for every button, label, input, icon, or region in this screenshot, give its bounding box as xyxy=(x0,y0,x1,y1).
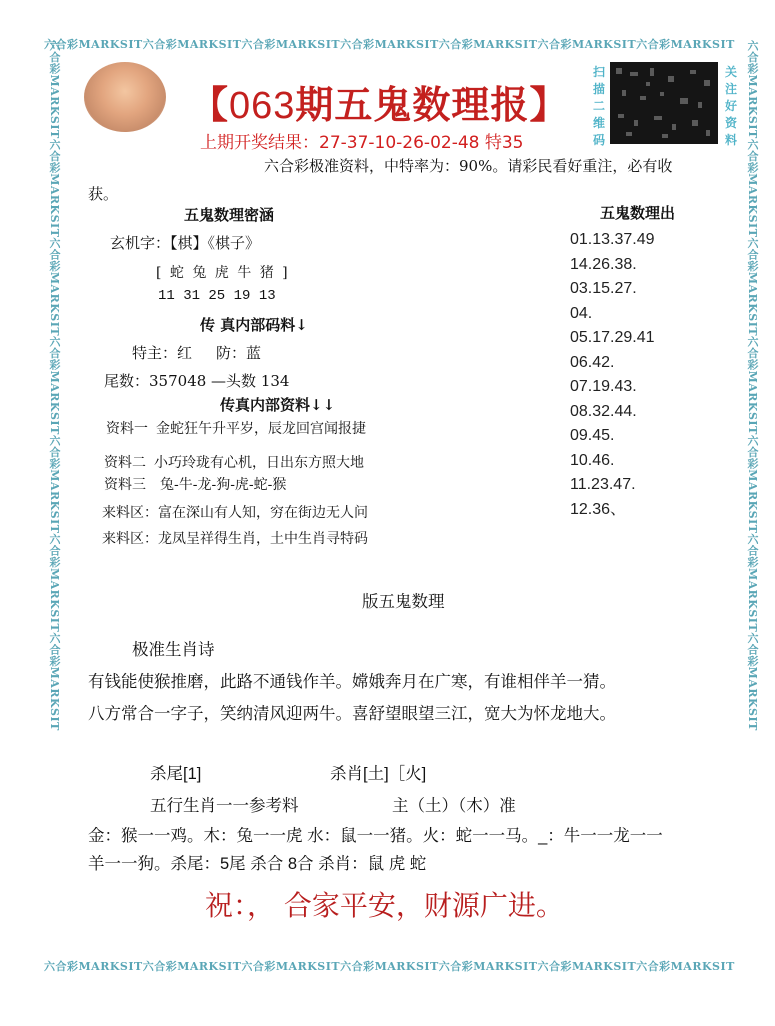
number-row: 12.36、 xyxy=(570,500,627,518)
issue-number: 063 xyxy=(229,85,296,127)
laiqu-row-1: 来料区：富在深山有人知，穷在街边无人问 xyxy=(102,505,368,521)
number-row: 01.13.37.49 xyxy=(570,231,655,248)
wuxing-main: 主（土）（木）准 xyxy=(392,797,516,815)
weishu-row: 尾数：357048 —头数 134 xyxy=(104,372,290,390)
info-row-1: 资料一 金蛇狂午升平岁，辰龙回宫闻报捷 xyxy=(106,421,366,437)
laiqu-row-2: 来料区：龙凤呈祥得生肖，土中生肖寻特码 xyxy=(102,531,368,547)
wuxing-ref: 五行生肖一一参考料 xyxy=(150,797,299,815)
number-row: 14.26.38. xyxy=(570,255,637,273)
zodiac-numbers: 11 31 25 19 13 xyxy=(158,288,276,304)
poem-line-1: 有钱能使猴推磨，此路不通钱作羊。嫦娥奔月在广寒，有谁相伴羊一猜。 xyxy=(88,673,616,691)
elements-line-1: 金：猴一一鸡。木：兔一一虎 水：鼠一一猪。火：蛇一一马。_：牛一一龙一一 xyxy=(88,827,663,845)
title-bracket-close: 】 xyxy=(529,82,569,127)
page-title xyxy=(190,74,568,129)
wish-text: 祝：， 合家平安，财源广进。 xyxy=(205,889,564,922)
section2-title: 版五鬼数理 xyxy=(362,593,445,611)
right-section-title: 五鬼数理出 xyxy=(600,204,676,222)
number-row: 05.17.29.41 xyxy=(570,329,655,346)
number-row: 10.46. xyxy=(570,451,615,469)
number-row: 08.32.44. xyxy=(570,402,637,420)
number-row: 07.19.43. xyxy=(570,378,637,395)
qr-caption-right: 关注好资料 xyxy=(724,65,737,147)
elements-line-2: 羊一一狗。杀尾：5尾 杀合 8合 杀肖：鼠 虎 蛇 xyxy=(88,855,427,873)
info-row-3: 资料三 兔-牛-龙-狗-虎-蛇-猴 xyxy=(104,477,287,493)
number-row: 11.23.47. xyxy=(570,476,636,493)
qr-code-image xyxy=(610,62,718,144)
title-text: 期五鬼数理报 xyxy=(295,82,530,127)
fax-title: 传 真内部码料↓ xyxy=(200,316,308,334)
kill-tail: 杀尾[1] xyxy=(150,765,202,783)
info-row-2: 资料二 小巧玲珑有心机，日出东方照大地 xyxy=(104,455,364,471)
number-row: 04. xyxy=(570,304,593,322)
number-list xyxy=(570,228,655,522)
number-row: 03.15.27. xyxy=(570,280,637,297)
tezhu-row: 特主：红 防：蓝 xyxy=(132,344,262,362)
qr-caption-left: 扫描二维码 xyxy=(592,65,605,147)
left-section-title: 五鬼数理密涵 xyxy=(184,206,275,224)
poem-title: 极准生肖诗 xyxy=(132,641,215,659)
zodiac-list: [ 蛇 兔 虎 牛 猪 ] xyxy=(156,265,288,281)
kill-xiao: 杀肖[土]［火] xyxy=(330,765,427,783)
last-result: 上期开奖结果：27-37-10-26-02-48 特35 xyxy=(200,133,524,153)
poem-line-2: 八方常合一字子，笑纳清风迎两牛。喜舒望眼望三江，宽大为怀龙地大。 xyxy=(88,705,616,723)
title-bracket-open: 【 xyxy=(190,82,230,127)
fax-title-2: 传真内部资料↓↓ xyxy=(220,396,336,414)
number-row: 06.42. xyxy=(570,353,615,371)
bottom-border-strip: 六合彩MARKSIT六合彩MARKSIT六合彩MARKSIT六合彩MARKSIT六合彩MARKSIT六合彩MARKSIT六合彩MARKSIT xyxy=(44,960,735,973)
portrait-image xyxy=(84,62,166,132)
xuanji-row: 玄机字：【棋】《棋子》 xyxy=(110,234,261,252)
top-border-strip: 六合彩MARKSIT六合彩MARKSIT六合彩MARKSIT六合彩MARKSIT六合彩MARKSIT六合彩MARKSIT六合彩MARKSIT xyxy=(44,38,735,51)
right-border-strip: 六合彩MARKSIT六合彩MARKSIT六合彩MARKSIT六合彩MARKSIT六合彩MARKSIT六合彩MARKSIT六合彩MARKSIT xyxy=(746,40,759,731)
intro-text: 六合彩极准资料，中特率为：90%。请彩民看好重注，必有收 获。 xyxy=(88,157,673,203)
number-row: 09.45. xyxy=(570,427,615,444)
left-border-strip: 六合彩MARKSIT六合彩MARKSIT六合彩MARKSIT六合彩MARKSIT六合彩MARKSIT六合彩MARKSIT六合彩MARKSIT xyxy=(48,40,61,731)
